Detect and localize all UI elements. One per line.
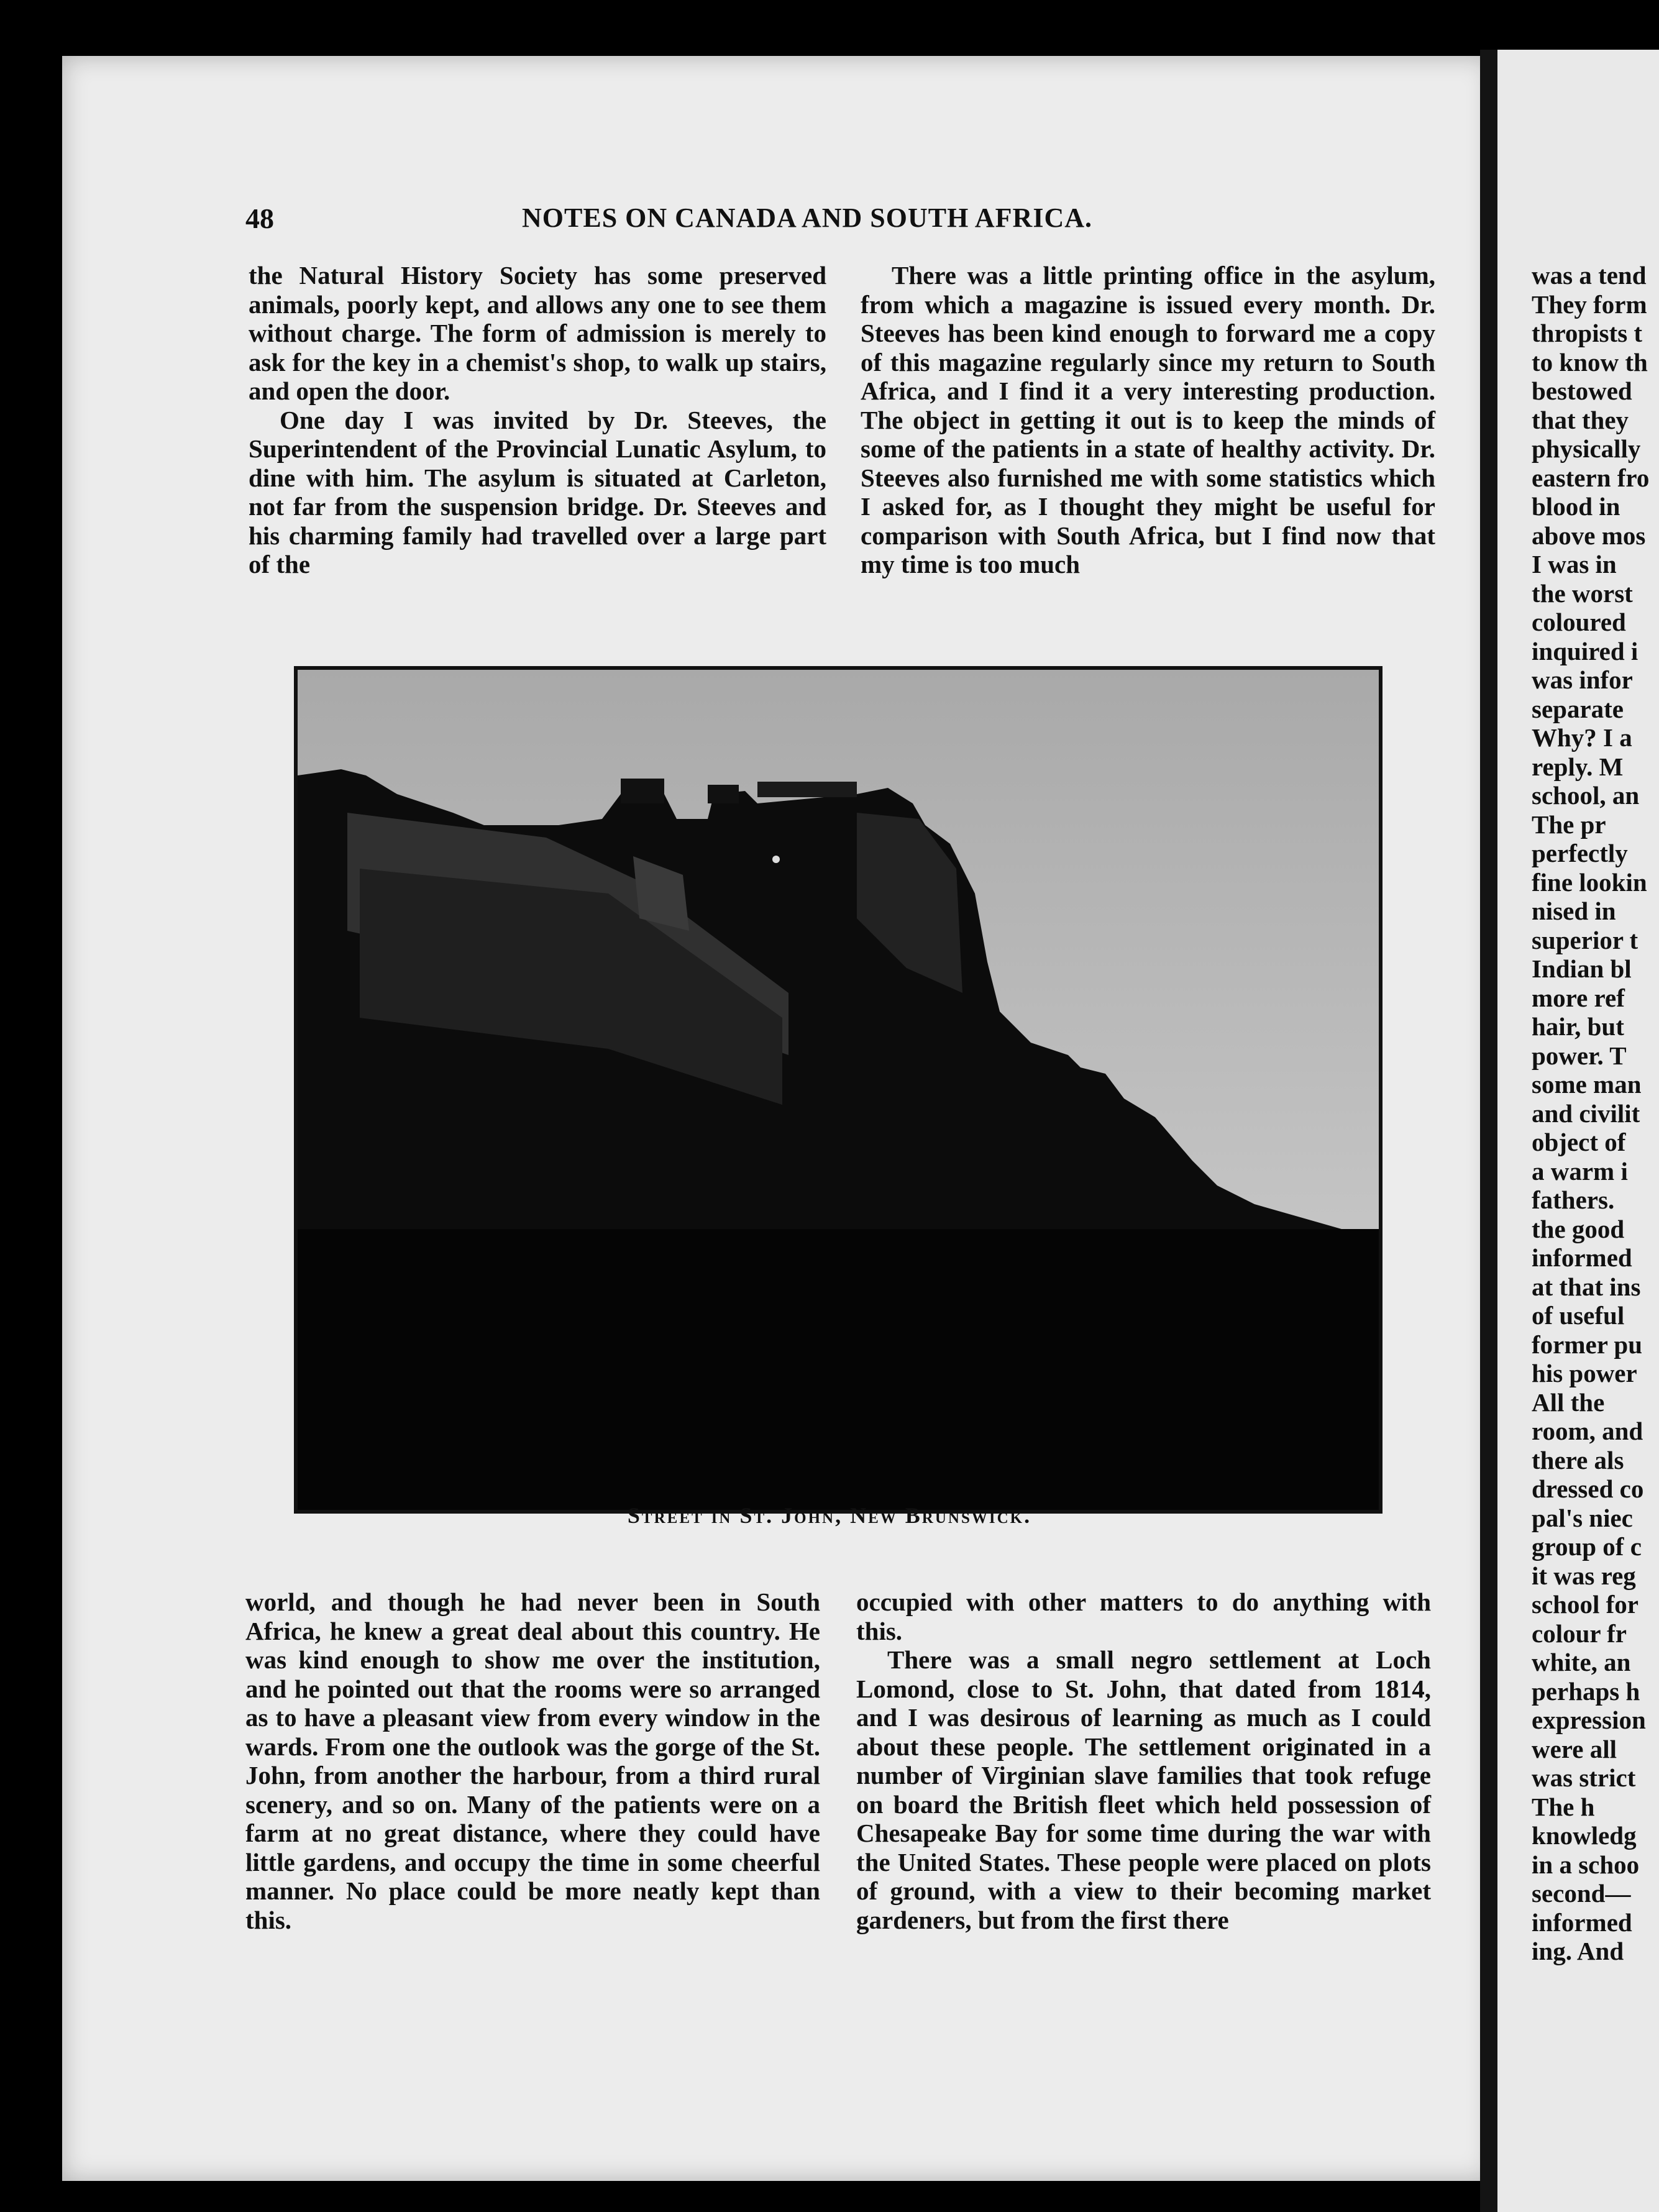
facing-page-line: ing. And — [1532, 1937, 1624, 1965]
facing-page-line: expression — [1532, 1706, 1646, 1734]
facing-page-line: second— — [1532, 1879, 1631, 1908]
facing-page-line: separate — [1532, 694, 1624, 723]
facing-page-line: Why? I a — [1532, 723, 1632, 752]
facing-page-line: perfectly — [1532, 839, 1628, 867]
facing-page-line: object of — [1532, 1128, 1626, 1156]
facing-page-line: was infor — [1532, 665, 1633, 694]
column-right-bottom — [856, 1588, 1431, 1934]
facing-page-line: fathers. — [1532, 1186, 1615, 1214]
facing-page-line: there als — [1532, 1445, 1624, 1474]
facing-page-line: above mos — [1532, 521, 1646, 550]
facing-page-line: dressed co — [1532, 1474, 1644, 1503]
facing-page-line: to know th — [1532, 347, 1648, 377]
facing-page-line: school for — [1532, 1590, 1638, 1619]
facing-page-line: was strict — [1532, 1763, 1636, 1792]
column-left-top — [249, 261, 826, 579]
paragraph: One day I was invited by Dr. Steeves, the Superintendent of the Provincial Lunatic Asylum, to dine with him. The asylum is situated at Carleton, not far from the suspension bridge. Dr. Steeves and his charming family had travelled over a large part of the — [249, 405, 826, 578]
facing-page-line: a warm i — [1532, 1156, 1628, 1186]
facing-page-line: eastern fro — [1532, 463, 1650, 492]
running-title: NOTES ON CANADA AND SOUTH AFRICA. — [522, 203, 1093, 233]
facing-page-line: it was reg — [1532, 1561, 1636, 1590]
facing-page-line: and civilit — [1532, 1099, 1640, 1128]
facing-page-line: at that ins — [1532, 1272, 1641, 1301]
facing-page-line: superior t — [1532, 925, 1638, 954]
facing-page-line: power. T — [1532, 1041, 1627, 1070]
paragraph: There was a little printing office in the asylum, from which a magazine is issued every month. Dr. Steeves has been kind enough to forward me a copy of this magazine regularly since my return to South Africa, and I find it a very interesting production. The object in getting it out is to keep the minds of some of the patients in a state of healthy activity. Dr. Steeves also furnished me with some statistics which I asked for, as I thought they might be useful for comparison with South Africa, but I find now that my time is too much — [861, 261, 1435, 578]
facing-page-line: was a tend — [1532, 261, 1647, 290]
facing-page-line: informed — [1532, 1243, 1632, 1272]
paragraph: There was a small negro settlement at Loch Lomond, close to St. John, that dated from 1814, and I was desirous of learning as much as I could about these people. The settlement originated in a number of Virginian slave families that took refuge on board the British fleet which held possession of Chesapeake Bay for some time during the war with the United States. These people were placed on plots of ground, with a view to their becoming market gardeners, but from the first there — [856, 1645, 1431, 1934]
facing-page-line: that they — [1532, 405, 1629, 434]
facing-page-line: blood in — [1532, 492, 1620, 521]
facing-page-line: of useful — [1532, 1301, 1625, 1330]
paragraph: the Natural History Society has some preserved animals, poorly kept, and allows any one to see them without charge. The form of admission is merely to ask for the key in a chemist's shop, to walk up stairs, and open the door. — [249, 261, 826, 405]
facing-page-line: the worst — [1532, 578, 1633, 608]
column-left-bottom — [245, 1588, 820, 1934]
facing-page-line: Indian bl — [1532, 954, 1632, 983]
facing-page-line: They form — [1532, 290, 1647, 319]
facing-page-line: in a schoo — [1532, 1850, 1640, 1879]
facing-page-line: pal's niec — [1532, 1503, 1633, 1532]
facing-page-line: knowledg — [1532, 1821, 1637, 1850]
facing-page-line: All the — [1532, 1387, 1605, 1417]
figure-caption: Street in St. John, New Brunswick. — [627, 1503, 1032, 1528]
facing-page-line: coloured — [1532, 608, 1626, 636]
building-silhouette-image — [298, 670, 1379, 1510]
facing-page-line: informed — [1532, 1908, 1632, 1937]
street-photograph — [294, 666, 1382, 1514]
facing-page-line: fine lookin — [1532, 867, 1647, 897]
facing-page-line: white, an — [1532, 1648, 1631, 1676]
facing-page-line: former pu — [1532, 1330, 1643, 1359]
facing-page-line: were all — [1532, 1734, 1617, 1763]
facing-page-line: bestowed — [1532, 377, 1632, 405]
page-number: 48 — [245, 203, 274, 234]
facing-page-line: perhaps h — [1532, 1676, 1640, 1706]
facing-page-line: room, and — [1532, 1417, 1643, 1445]
facing-page-line: thropists t — [1532, 319, 1643, 347]
facing-page-line: The h — [1532, 1792, 1595, 1821]
facing-page-text — [1532, 261, 1659, 1966]
facing-page-line: the good — [1532, 1214, 1625, 1243]
facing-page-line: some man — [1532, 1070, 1642, 1099]
facing-page-line: physically — [1532, 434, 1641, 463]
facing-page-line: reply. M — [1532, 752, 1624, 781]
facing-page-line: The pr — [1532, 810, 1606, 839]
facing-page-line: school, an — [1532, 781, 1640, 810]
facing-page-line: hair, but — [1532, 1012, 1624, 1041]
facing-page-line: nised in — [1532, 897, 1616, 925]
facing-page-line: more ref — [1532, 983, 1625, 1012]
book-gutter — [1480, 50, 1497, 2212]
paragraph: occupied with other matters to do anything with this. — [856, 1588, 1431, 1645]
facing-page-line: group of c — [1532, 1532, 1642, 1561]
facing-page-line: his power — [1532, 1359, 1637, 1387]
facing-page-line: I was in — [1532, 550, 1617, 578]
facing-page-line: colour fr — [1532, 1619, 1627, 1648]
facing-page-line: inquired i — [1532, 636, 1638, 665]
column-right-top — [861, 261, 1435, 579]
paragraph: world, and though he had never been in South Africa, he knew a great deal about this country. He was kind enough to show me over the institution, and he pointed out that the rooms were so arranged as to have a pleasant view from every window in the wards. From one the outlook was the gorge of the St. John, from another the harbour, from a third rural scenery, and so on. Many of the patients were on a farm at no great distance, where they could have little gardens, and occupy the time in some cheerful manner. No place could be more neatly kept than this. — [245, 1588, 820, 1934]
